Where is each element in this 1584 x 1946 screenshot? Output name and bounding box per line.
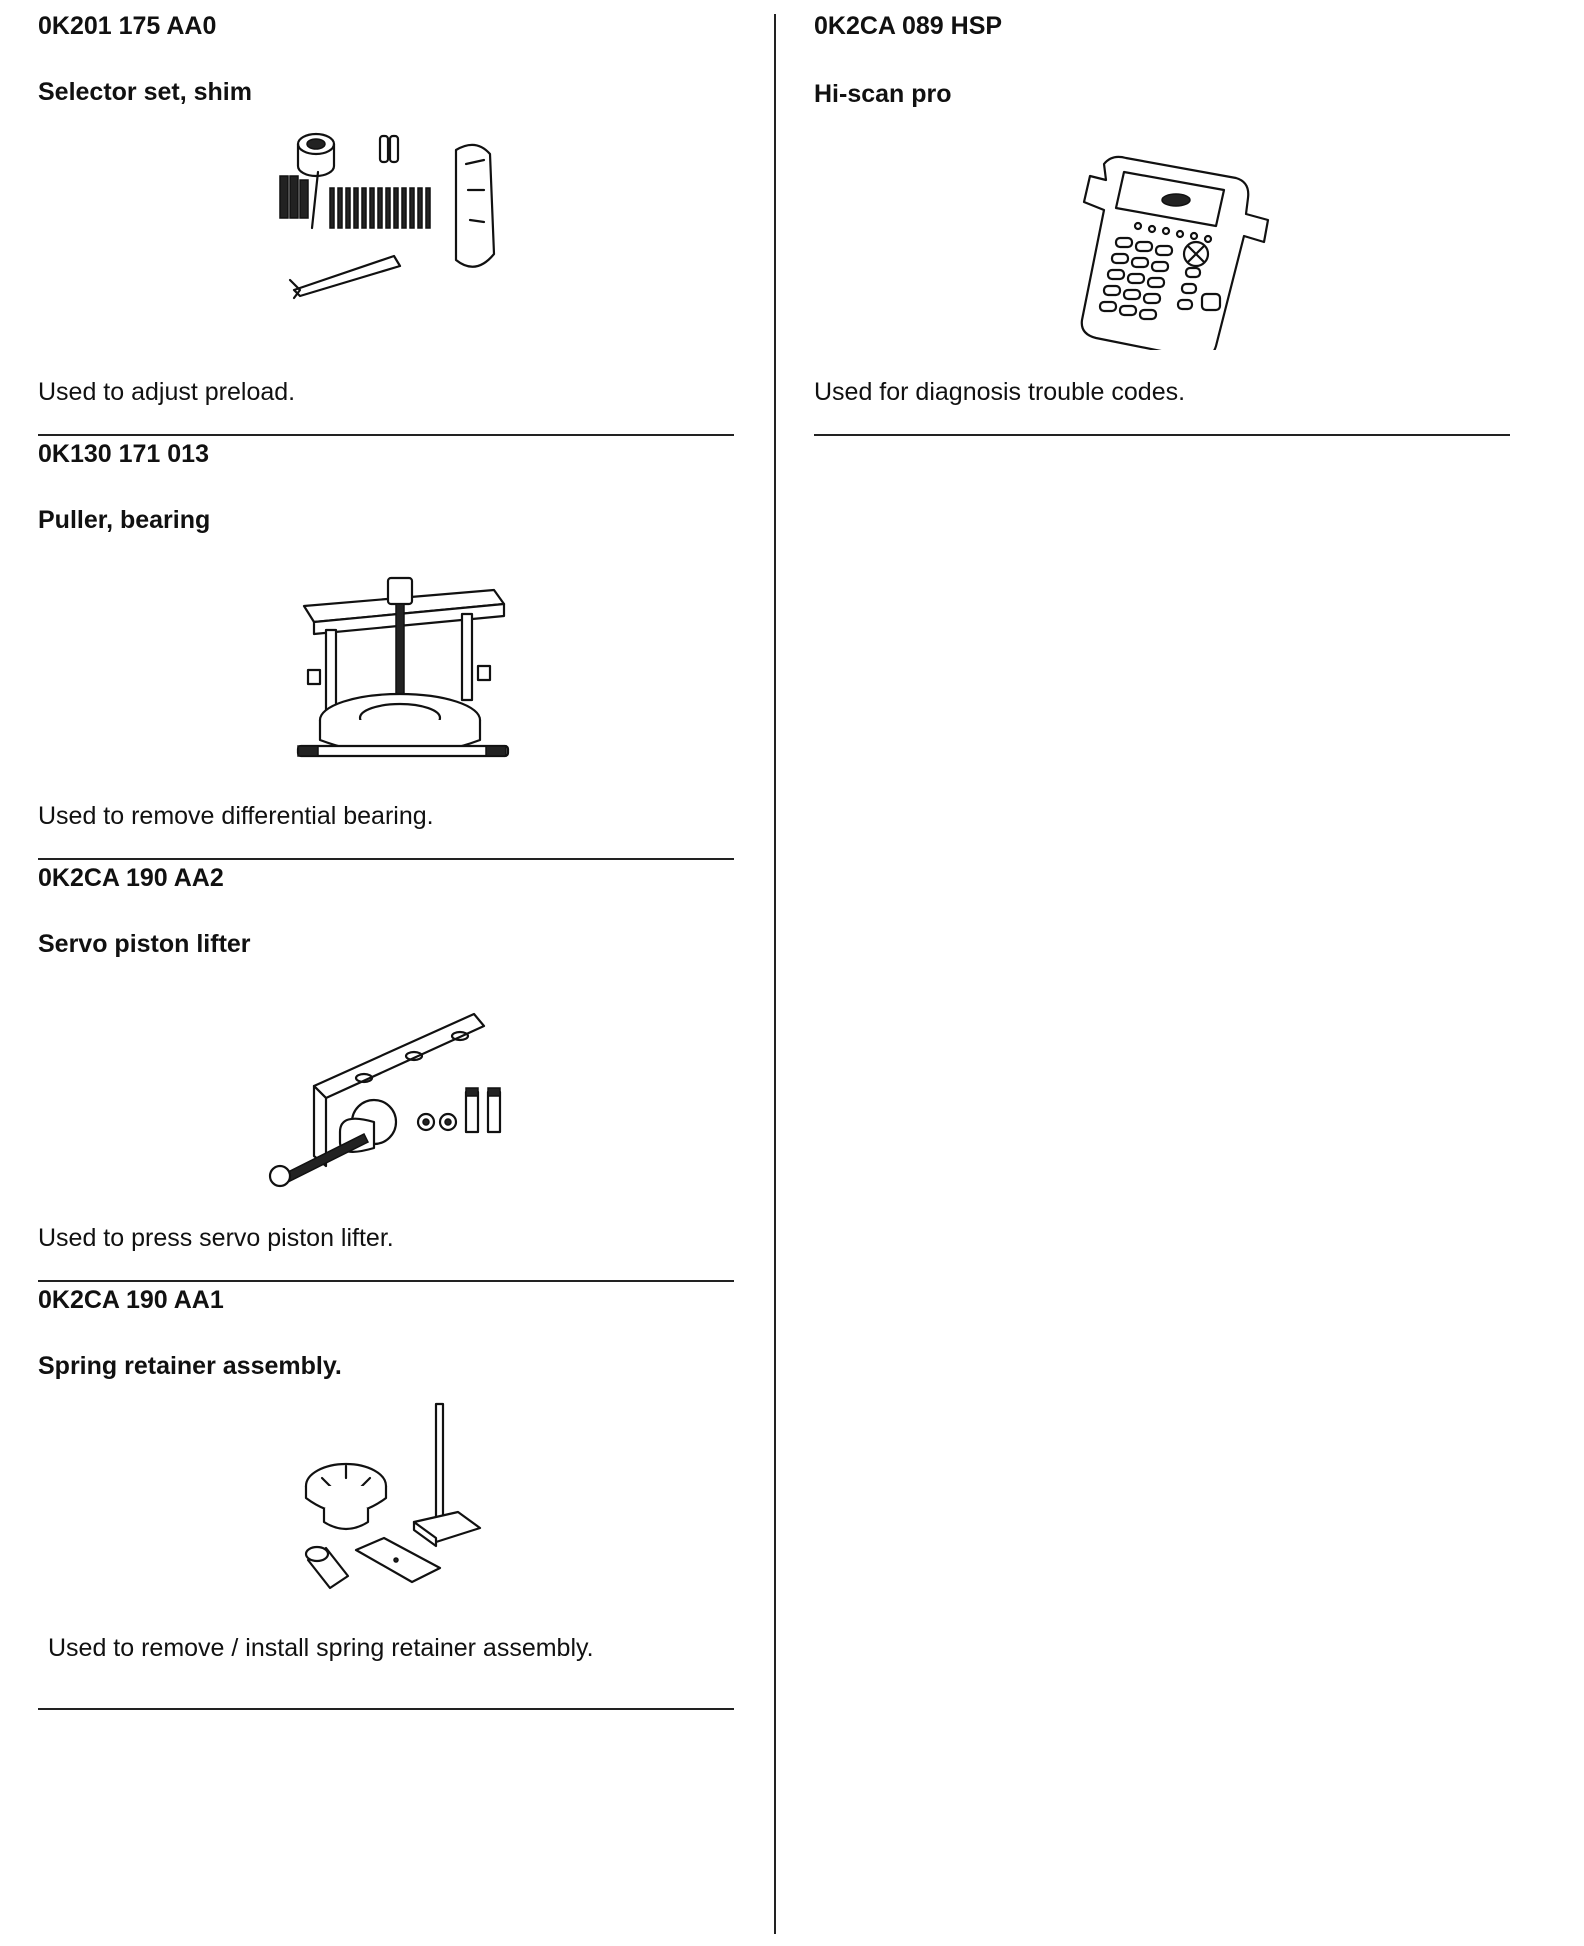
tool-usage: Used to adjust preload. — [38, 378, 296, 406]
shim-selector-set-icon — [274, 130, 514, 300]
tool-code: 0K201 175 AA0 — [38, 12, 217, 40]
tool-usage: Used for diagnosis trouble codes. — [814, 378, 1186, 406]
tool-name: Puller, bearing — [38, 506, 211, 534]
column-divider — [774, 14, 776, 1934]
separator — [38, 858, 734, 860]
separator — [38, 434, 734, 436]
tool-code: 0K130 171 013 — [38, 440, 209, 468]
tool-name: Servo piston lifter — [38, 930, 251, 958]
separator — [814, 434, 1510, 436]
hi-scan-pro-icon — [1076, 150, 1276, 350]
tool-code: 0K2CA 190 AA1 — [38, 1286, 224, 1314]
tool-usage: Used to remove differential bearing. — [38, 802, 434, 830]
tool-usage: Used to press servo piston lifter. — [38, 1224, 394, 1252]
bearing-puller-icon — [294, 570, 524, 770]
tool-code: 0K2CA 089 HSP — [814, 12, 1003, 40]
separator — [38, 1708, 734, 1710]
tool-name: Spring retainer assembly. — [38, 1352, 342, 1380]
tool-usage: Used to remove / install spring retainer assembly. — [48, 1634, 594, 1662]
servo-piston-lifter-icon — [264, 996, 564, 1196]
spring-retainer-assembly-icon — [296, 1400, 536, 1600]
separator — [38, 1280, 734, 1282]
tool-name: Selector set, shim — [38, 78, 252, 106]
tool-code: 0K2CA 190 AA2 — [38, 864, 224, 892]
tool-name: Hi-scan pro — [814, 80, 952, 108]
